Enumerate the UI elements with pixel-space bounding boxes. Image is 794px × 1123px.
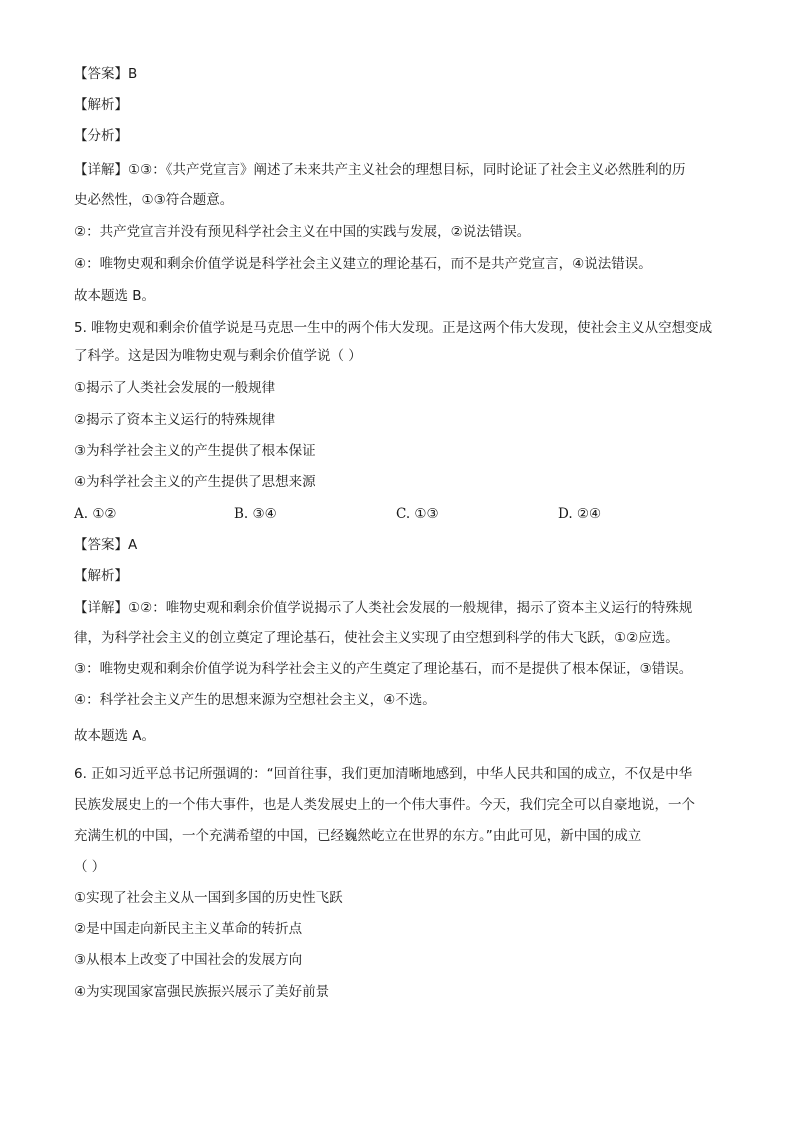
option-d: D. ②④ bbox=[558, 506, 602, 522]
option-c: C. ①③ bbox=[396, 506, 439, 522]
question-6-text: 6. 正如习近平总书记所强调的：“回首往事，我们更加清晰地感到，中华人民共和国的成立，不仅是中华 bbox=[74, 766, 693, 782]
question-6-text: 充满生机的中国，一个充满希望的中国，已经巍然屹立在世界的东方。”由此可见，新中国的成立 bbox=[74, 828, 642, 844]
detail-text: ③：唯物史观和剩余价值学说为科学社会主义的产生奠定了理论基石，而不是提供了根本保证，③错误。 bbox=[74, 661, 693, 677]
conclusion-text: 故本题选 A。 bbox=[74, 728, 156, 744]
answer-label: 【答案】B bbox=[74, 66, 138, 82]
detail-text: 【详解】①③：《共产党宣言》阐述了未来共产主义社会的理想目标，同时论证了社会主义必然胜利的历 bbox=[74, 162, 686, 178]
question-5-text: 了科学。这是因为唯物史观与剩余价值学说（ ） bbox=[74, 348, 362, 364]
statement-item: ④为实现国家富强民族振兴展示了美好前景 bbox=[74, 984, 330, 1000]
question-5-text: 5. 唯物史观和剩余价值学说是马克思一生中的两个伟大发现。正是这两个伟大发现，使社会主义从空想变成 bbox=[74, 320, 713, 336]
detail-text: ④：唯物史观和剩余价值学说是科学社会主义建立的理论基石，而不是共产党宣言，④说法错误。 bbox=[74, 256, 652, 272]
question-6-blank: （ ） bbox=[74, 859, 106, 875]
statement-item: ②揭示了资本主义运行的特殊规律 bbox=[74, 412, 276, 428]
statement-item: ③为科学社会主义的产生提供了根本保证 bbox=[74, 443, 316, 459]
statement-item: ②是中国走向新民主主义革命的转折点 bbox=[74, 921, 303, 937]
detail-text: 【详解】①②：唯物史观和剩余价值学说揭示了人类社会发展的一般规律，揭示了资本主义运行的特殊规 bbox=[74, 600, 693, 616]
question-6-text: 民族发展史上的一个伟大事件，也是人类发展史上的一个伟大事件。今天，我们完全可以自豪地说，一个 bbox=[74, 797, 695, 813]
statement-item: ③从根本上改变了中国社会的发展方向 bbox=[74, 952, 303, 968]
option-a: A. ①② bbox=[74, 506, 117, 522]
option-b: B. ③④ bbox=[234, 506, 277, 522]
analysis-label: 【解析】 bbox=[74, 568, 128, 584]
breakdown-label: 【分析】 bbox=[74, 128, 128, 144]
detail-text: ④：科学社会主义产生的思想来源为空想社会主义，④不选。 bbox=[74, 692, 436, 708]
answer-label: 【答案】A bbox=[74, 537, 138, 553]
detail-text: 律，为科学社会主义的创立奠定了理论基石，使社会主义实现了由空想到科学的伟大飞跃，①②应选。 bbox=[74, 630, 679, 646]
statement-item: ④为科学社会主义的产生提供了思想来源 bbox=[74, 474, 316, 490]
detail-text: ②：共产党宣言并没有预见科学社会主义在中国的实践与发展，②说法错误。 bbox=[74, 224, 531, 240]
detail-text: 史必然性，①③符合题意。 bbox=[74, 192, 234, 208]
statement-item: ①揭示了人类社会发展的一般规律 bbox=[74, 380, 276, 396]
conclusion-text: 故本题选 B。 bbox=[74, 288, 156, 304]
analysis-label: 【解析】 bbox=[74, 97, 128, 113]
statement-item: ①实现了社会主义从一国到多国的历史性飞跃 bbox=[74, 890, 343, 906]
